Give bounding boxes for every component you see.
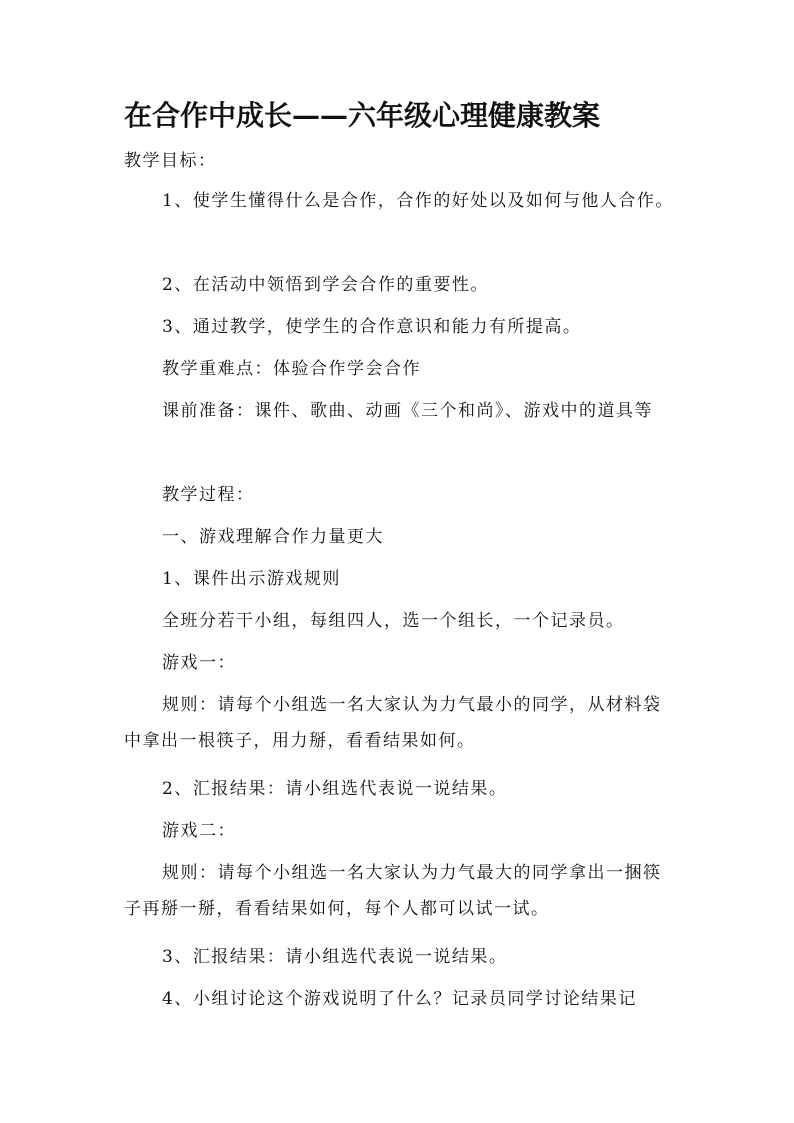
paragraph-report-2: 3、汇报结果：请小组选代表说一说结果。 [162,947,508,967]
paragraph-game-one-heading: 游戏一： [162,653,236,673]
paragraph-game-two-rules: 规则：请每个小组选一名大家认为力气最大的同学拿出一捆筷子再掰一掰，看看结果如何，每个人都可以试一试。 [124,863,662,919]
paragraph-game-one-rules: 规则：请每个小组选一名大家认为力气最小的同学，从材料袋中拿出一根筷子，用力掰，看看结果如何。 [124,695,662,751]
paragraph-process-heading: 教学过程： [162,485,255,505]
paragraph-objective-2: 2、在活动中领悟到学会合作的重要性。 [162,275,489,295]
paragraph-discussion: 4、小组讨论这个游戏说明了什么？记录员同学讨论结果记 [162,989,637,1009]
paragraph-objective-3: 3、通过教学，使学生的合作意识和能力有所提高。 [162,317,582,337]
paragraph-objective-1: 1、使学生懂得什么是合作，合作的好处以及如何与他人合作。 [162,191,674,211]
paragraph-rules-shown: 1、课件出示游戏规则 [162,569,341,589]
paragraph-key-points: 教学重难点：体验合作学会合作 [162,359,421,379]
paragraph-report-1: 2、汇报结果：请小组选代表说一说结果。 [162,779,508,799]
paragraph-preparation: 课前准备：课件、歌曲、动画《三个和尚》、游戏中的道具等 [162,401,653,421]
page-title: 在合作中成长——六年级心理健康教案 [124,99,601,132]
paragraph-objectives-heading: 教学目标： [124,151,217,171]
paragraph-groups: 全班分若干小组，每组四人，选一个组长，一个记录员。 [162,611,625,631]
paragraph-section-one: 一、游戏理解合作力量更大 [162,527,384,547]
paragraph-game-two-heading: 游戏二： [162,821,236,841]
